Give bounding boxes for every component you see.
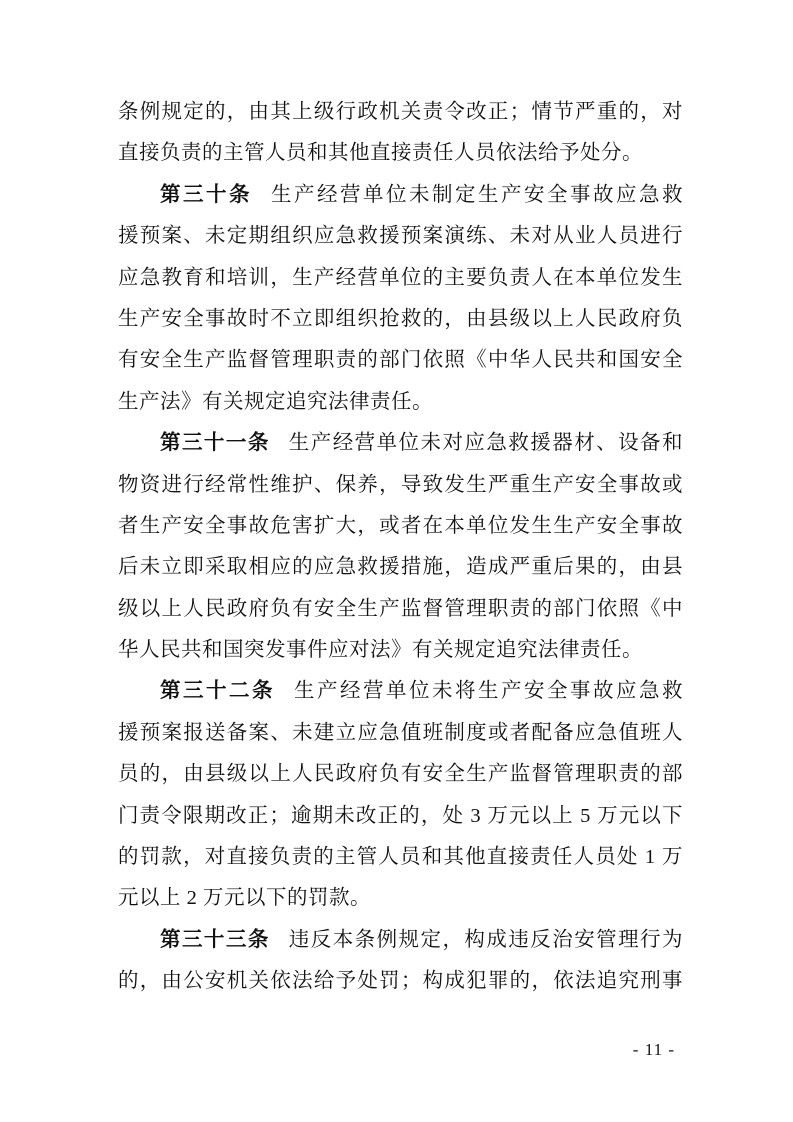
text-line [118, 796, 683, 837]
text-line [118, 133, 683, 174]
text-line [118, 92, 683, 133]
line-text: 生产法》有关规定追究法律责任。 [118, 390, 433, 413]
line-text: 者生产安全事故危害扩大，或者在本单位发生生产安全事故 [118, 514, 683, 537]
text-line [118, 258, 683, 299]
text-line [118, 382, 683, 423]
text-line [118, 465, 683, 506]
line-text: 门责令限期改正；逾期未改正的，处 3 万元以上 5 万元以下 [118, 804, 683, 827]
text-line [118, 961, 683, 1002]
line-text: 物资进行经常性维护、保养，导致发生严重生产安全事故或 [118, 473, 683, 496]
line-text: 后未立即采取相应的应急救援措施，造成严重后果的，由县 [118, 556, 683, 579]
article-31-line [118, 423, 683, 464]
line-text: 违反本条例规定，构成违反治安管理行为 [288, 928, 684, 951]
article-30-line [118, 175, 683, 216]
text-line [118, 340, 683, 381]
line-text: 华人民共和国突发事件应对法》有关规定追究法律责任。 [118, 639, 643, 662]
text-line [118, 713, 683, 754]
article-number: 第三十一条 [160, 432, 270, 455]
line-text: 应急教育和培训，生产经营单位的主要负责人在本单位发生 [118, 266, 683, 289]
article-32-line [118, 671, 683, 712]
page-number: - 11 - [632, 1040, 675, 1059]
text-line [118, 837, 683, 878]
text-line [118, 506, 683, 547]
text-line [118, 754, 683, 795]
line-text: 员的，由县级以上人民政府负有安全生产监督管理职责的部 [118, 763, 683, 786]
line-text: 的，由公安机关依法给予处罚；构成犯罪的，依法追究刑事 [118, 970, 683, 993]
text-line [118, 547, 683, 588]
line-text: 生产经营单位未对应急救援器材、设备和 [288, 432, 684, 455]
line-text: 条例规定的，由其上级行政机关责令改正；情节严重的，对 [118, 101, 683, 123]
line-text: 直接负责的主管人员和其他直接责任人员依法给予处分。 [118, 142, 643, 165]
text-line [118, 589, 683, 630]
article-number: 第三十三条 [160, 928, 270, 951]
text-line [118, 216, 683, 257]
line-text: 的罚款，对直接负责的主管人员和其他直接责任人员处 1 万 [118, 846, 683, 869]
text-block [118, 92, 683, 1003]
text-line [118, 878, 683, 919]
line-text: 生产经营单位未制定生产安全事故应急救 [271, 183, 683, 206]
line-text: 元以上 2 万元以下的罚款。 [118, 887, 371, 910]
article-number: 第三十条 [160, 183, 252, 206]
line-text: 援预案、未定期组织应急救援预案演练、未对从业人员进行 [118, 225, 683, 248]
text-line [118, 299, 683, 340]
article-number: 第三十二条 [160, 680, 275, 703]
text-line [118, 630, 683, 671]
line-text: 级以上人民政府负有安全生产监督管理职责的部门依照《中 [118, 597, 683, 620]
article-33-line [118, 920, 683, 961]
line-text: 有安全生产监督管理职责的部门依照《中华人民共和国安全 [118, 349, 683, 372]
line-text: 援预案报送备案、未建立应急值班制度或者配备应急值班人 [118, 721, 683, 744]
line-text: 生产安全事故时不立即组织抢救的，由县级以上人民政府负 [118, 307, 683, 330]
line-text: 生产经营单位未将生产安全事故应急救 [294, 680, 683, 703]
